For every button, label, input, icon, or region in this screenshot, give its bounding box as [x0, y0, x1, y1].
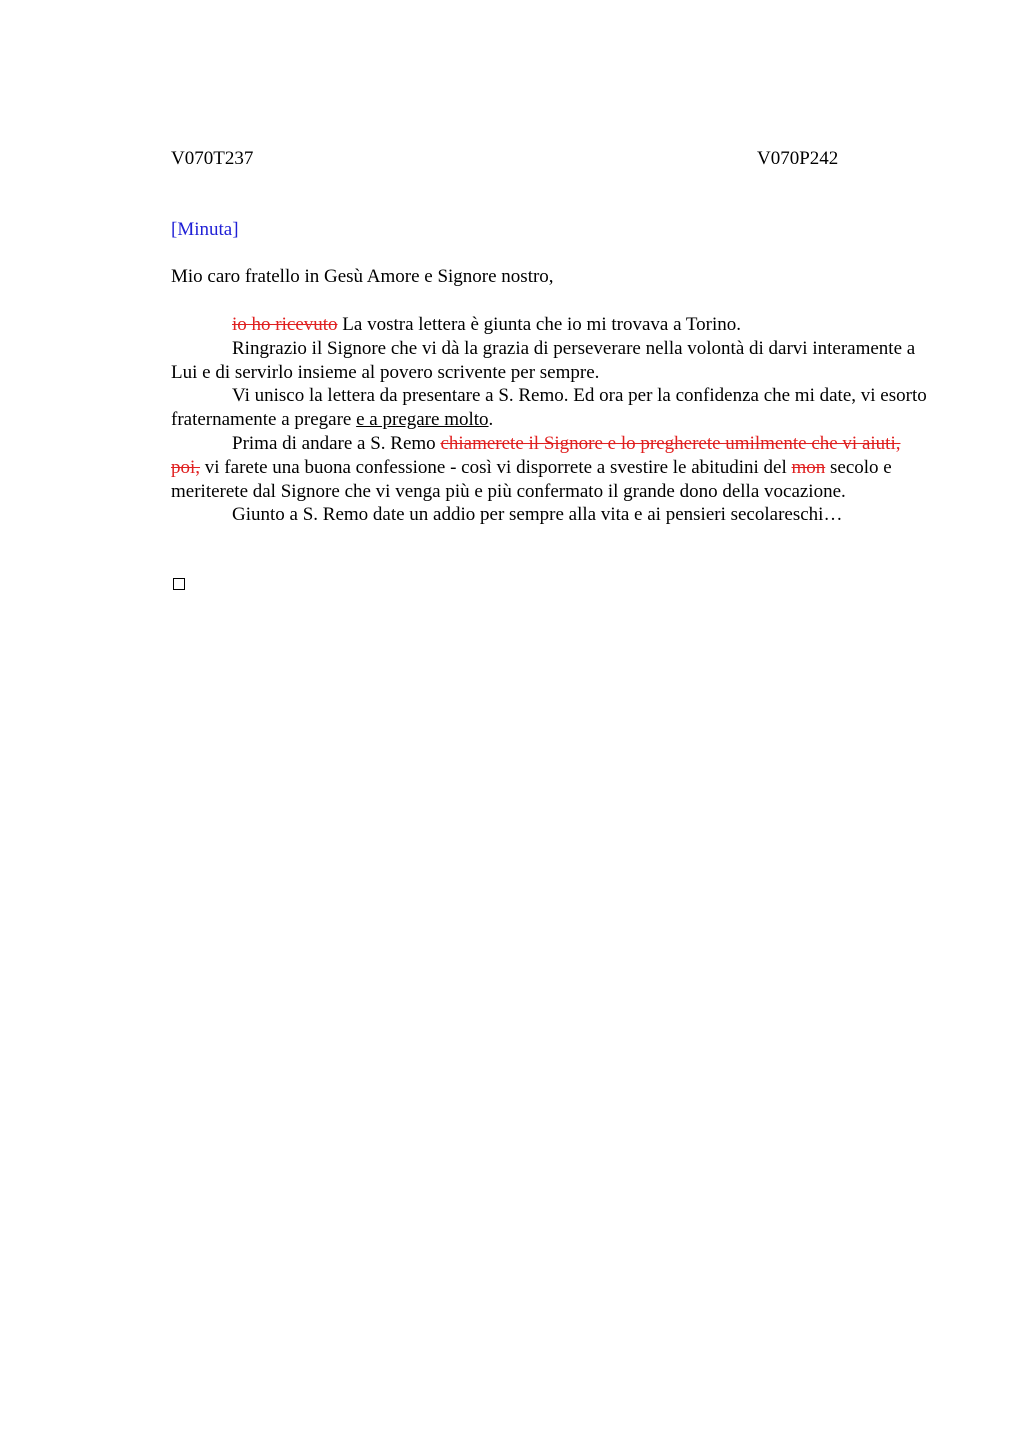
paragraph-text: vi farete una buona confessione - così vi disporrete a svestire le abitudini del — [200, 456, 792, 478]
paragraph-3 — [171, 384, 931, 432]
deleted-text: chiamerete il Signore e lo pregherete umilmente che vi aiuti, poi, — [171, 432, 901, 478]
paragraph-1 — [171, 313, 931, 337]
paragraph-text: . — [488, 409, 494, 431]
paragraph-text: secolo e meriterete dal Signore che vi venga più e più confermato il grande dono della vocazione. — [171, 456, 892, 502]
paragraph-5 — [171, 503, 931, 527]
paragraph-4 — [171, 432, 931, 503]
paragraph-text: Prima di andare a S. Remo — [232, 432, 441, 454]
paragraph-text: Vi unisco la lettera da presentare a S. Remo. Ed ora per la confidenza che mi date, vi esorto fraternamente a pregare — [171, 385, 927, 431]
document-code-left: V070T237 — [171, 148, 254, 169]
document-heading: [Minuta] — [171, 219, 239, 240]
deleted-text: mon — [791, 456, 826, 478]
paragraph-text: Giunto a S. Remo date un addio per sempre alla vita e ai pensieri secolareschi… — [232, 504, 843, 526]
paragraph-text: Ringrazio il Signore che vi dà la grazia di perseverare nella volontà di darvi interamente a Lui e di servirlo insieme al povero scrivente per sempre. — [171, 337, 916, 383]
document-code-right: V070P242 — [757, 148, 839, 169]
paragraph-text: La vostra lettera è giunta che io mi trovava a Torino. — [337, 314, 742, 335]
square-icon — [173, 578, 185, 590]
paragraph-2 — [171, 337, 931, 385]
underlined-text: e a pregare molto — [356, 409, 489, 431]
letter-body — [171, 313, 931, 527]
salutation: Mio caro fratello in Gesù Amore e Signore nostro, — [171, 266, 554, 287]
deleted-text: io ho ricevuto — [232, 314, 338, 335]
